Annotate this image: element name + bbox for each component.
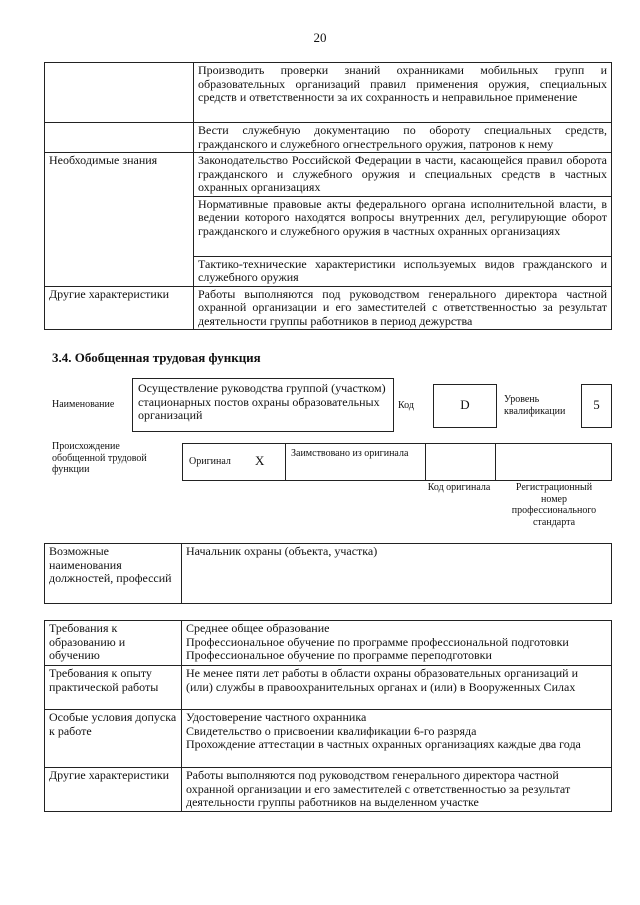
original-label: Оригинал [189, 456, 231, 467]
education-line: Среднее общее образование [186, 621, 330, 635]
table-cell-empty [45, 63, 194, 123]
requirements-other-value: Работы выполняются под руководством генерального директора частной охранной организации и его заместителей с ответственностью за результат деятельности группы работников на выделенном участке [182, 768, 612, 812]
name-value: Осуществление руководства группой (участком) стационарных постов охраны образовательных организаций [138, 381, 386, 422]
education-line: Профессиональное обучение по программе переподготовки [186, 648, 492, 662]
education-line: Профессиональное обучение по программе профессиональной подготовки [186, 634, 569, 649]
other-characteristics-label: Другие характеристики [45, 286, 194, 330]
table-row [45, 621, 612, 666]
conditions-label: Особые условия допуска к работе [45, 710, 182, 768]
skills-knowledge-table [44, 62, 612, 330]
conditions-line: Удостоверение частного охранника [186, 710, 367, 724]
table-row [45, 710, 612, 768]
original-mark: X [255, 453, 265, 468]
origin-label: Происхождение обобщенной трудовой функции [52, 441, 147, 475]
experience-label: Требования к опыту практической работы [45, 666, 182, 710]
experience-value: Не менее пяти лет работы в области охраны образовательных организаций и (или) службы в правоохранительных органах и (или) в Вооруженных Силах [182, 666, 612, 710]
education-label: Требования к образованию и обучению [45, 621, 182, 666]
name-box [132, 378, 394, 432]
table-cell-empty [45, 123, 194, 153]
other-characteristics-value: Работы выполняются под руководством генерального директора частной охранной организации и его заместителей с ответственностью за результат деятельности группы работников в период дежурства [194, 286, 612, 330]
knowledge-cell: Законодательство Российской Федерации в части, касающейся правил оборота гражданского и служебного оружия и специальных средств в частных охранных организациях [194, 153, 612, 197]
level-box [581, 384, 612, 428]
code-original-caption: Код оригинала [427, 482, 491, 493]
page-number: 20 [313, 30, 327, 45]
code-label: Код [398, 400, 414, 411]
table-row [45, 153, 612, 197]
knowledge-cell: Нормативные правовые акты федерального органа исполнительной власти, в ведении которого находятся вопросы внутренних дел, регулирующие оборот гражданского и служебного оружия в частных охранных организациях [194, 196, 612, 256]
borrowed-label: Заимствовано из оригинала [291, 448, 409, 459]
requirements-other-label: Другие характеристики [45, 768, 182, 812]
table-row [45, 63, 612, 123]
requirements-table [44, 620, 612, 812]
skill-cell: Вести служебную документацию по обороту специальных средств, гражданского и служебного огнестрельного оружия, патронов к нему [194, 123, 612, 153]
name-label: Наименование [52, 399, 115, 410]
level-value: 5 [593, 397, 600, 412]
origin-box [182, 443, 612, 481]
code-value: D [460, 397, 470, 412]
positions-table [44, 543, 612, 604]
section-title: 3.4. Обобщенная трудовая функция [52, 350, 261, 365]
conditions-line: Прохождение аттестации в частных охранных организациях каждые два года [186, 737, 581, 751]
knowledge-label: Необходимые знания [45, 153, 194, 287]
table-row [45, 666, 612, 710]
table-row [45, 544, 612, 604]
table-row [45, 123, 612, 153]
positions-value: Начальник охраны (объекта, участка) [182, 544, 612, 604]
knowledge-cell: Тактико-технические характеристики используемых видов гражданского и служебного оружия [194, 256, 612, 286]
registration-number-caption: Регистрационный номер профессионального стандарта [511, 482, 597, 528]
level-label: Уровень квалификации [504, 394, 566, 417]
skill-cell: Производить проверки знаний охранниками мобильных групп и образовательных организаций правил применения оружия, специальных средств и ответственности за их сохранность и неправильное применение [194, 63, 612, 123]
conditions-value [182, 710, 612, 768]
table-row [45, 768, 612, 812]
education-value [182, 621, 612, 666]
code-box [433, 384, 497, 428]
positions-label: Возможные наименования должностей, профессий [45, 544, 182, 604]
conditions-line: Свидетельство о присвоении квалификации 6-го разряда [186, 723, 477, 738]
table-row [45, 286, 612, 330]
